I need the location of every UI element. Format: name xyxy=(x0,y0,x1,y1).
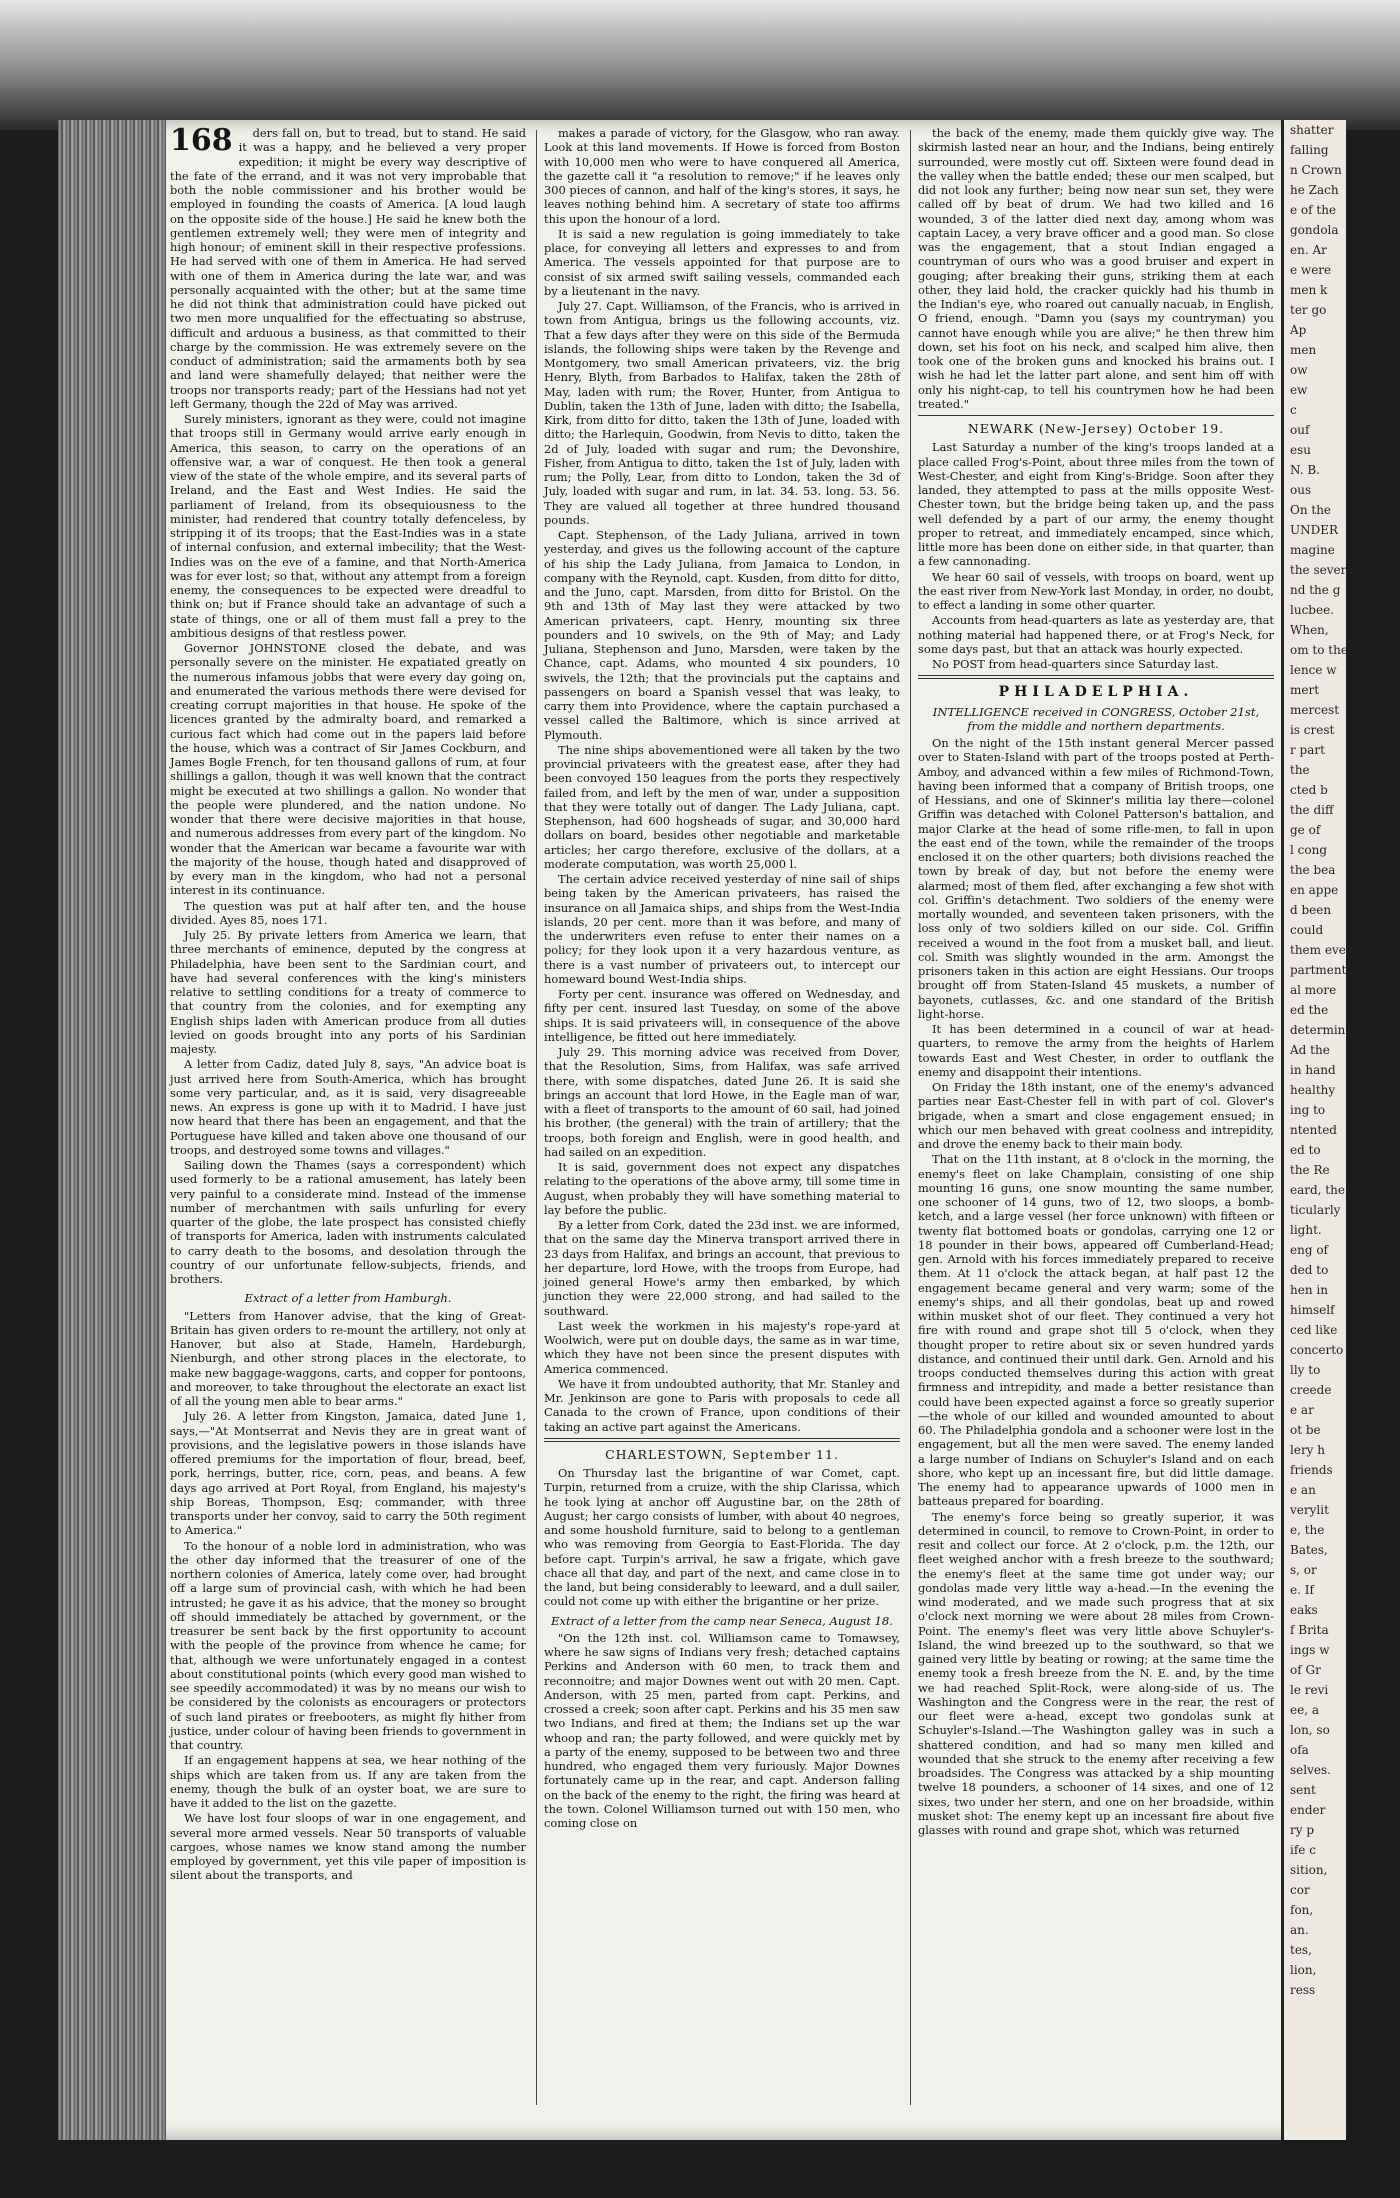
philadelphia-heading: PHILADELPHIA. xyxy=(998,684,1194,701)
fragment-line: men k xyxy=(1290,283,1328,297)
fragment-line: mercest xyxy=(1290,703,1340,717)
article-paragraph: It has been determined in a council of war at head-quarters, to remove the army from the heights of Harlem towards East and West Chester, in order to outflank the enemy and disappoint their intentions. xyxy=(918,1022,1274,1079)
fragment-line: ow xyxy=(1290,363,1308,377)
fragment-line: he Zach xyxy=(1290,183,1339,197)
fragment-line: men xyxy=(1290,343,1317,357)
fragment-line: fon, xyxy=(1290,1903,1314,1917)
article-paragraph: July 25. By private letters from America we learn, that three merchants of eminence, deputed by the congress at Philadelphia, have been sent to the Sardinian court, and have had several conferences with the king's ministers relative to settling conditions for a treaty of commerce to that country from the colonies, and for exempting any English ships laden with American produce from all duties levied on goods brought into any ports of his Sardinian majesty. xyxy=(170,928,526,1056)
fragment-line: of Gr xyxy=(1290,1663,1321,1677)
fragment-line: Bates, xyxy=(1290,1543,1328,1557)
article-paragraph: No POST from head-quarters since Saturday last. xyxy=(932,657,1219,671)
article-paragraph: We hear 60 sail of vessels, with troops on board, went up the east river from New-York last Monday, in order, no doubt, to effect a landing in some other quarter. xyxy=(918,569,1274,612)
hamburgh-extract-heading: Extract of a letter from Hamburgh. xyxy=(244,1291,452,1306)
fragment-line: e. If xyxy=(1290,1583,1314,1597)
fragment-line: l cong xyxy=(1290,843,1328,857)
fragment-line: concerto xyxy=(1290,1343,1344,1357)
fragment-line: eard, the xyxy=(1290,1183,1345,1197)
article-paragraph: If an engagement happens at sea, we hear nothing of the ships which are taken from us. If any are taken from the enemy, though the bulk of an oyster boat, we are sure to have it added to the list on the gazette. xyxy=(170,1753,526,1810)
fragment-line: ous xyxy=(1290,483,1312,497)
fragment-line: en appe xyxy=(1290,883,1339,897)
fragment-line: al more xyxy=(1290,983,1337,997)
fragment-line: could xyxy=(1290,923,1324,937)
newark-heading: NEWARK (New-Jersey) October 19. xyxy=(967,421,1225,436)
fragment-line: the severa xyxy=(1290,563,1354,577)
fragment-line: mert xyxy=(1290,683,1320,697)
article-paragraph: We have it from undoubted authority, that Mr. Stanley and Mr. Jenkinson are gone to Paris with proposals to cede all Canada to the crown of France, upon conditions of their taking an active part against the Americans. xyxy=(544,1376,900,1434)
article-paragraph: makes a parade of victory, for the Glasgow, who ran away. Look at this land movements. If Howe is forced from Boston with 10,000 men who were to have conquered all America, the gazette call it "a resolution to remove;" if he leaves only 300 pieces of cannon, and half of the king's stores, it says, he leaves nothing behind him. A secretary of state too affirms this upon the honour of a lord. xyxy=(544,126,900,226)
col3-body-2 xyxy=(918,440,1274,671)
article-paragraph: Last week the workmen in his majesty's rope-yard at Woolwich, were put on double days, the same as in war time, which they have not been since the present disputes with America commenced. xyxy=(544,1318,900,1376)
article-paragraph: The nine ships abovementioned were all taken by the two provincial privateers with the greatest ease, after they had been convoyed 150 leagues from the ports they respectively failed from, and left by the men of war, under a supposition that they were totally out of danger. The Lady Juliana, capt. Stephenson, had 600 hogsheads of sugar, and 30,000 hard dollars on board, besides other negotiable and marketable articles; her cargo therefore, exclusive of the dollars, at a moderate computation, was worth 25,000 l. xyxy=(544,742,900,871)
fragment-line: ew xyxy=(1290,383,1308,397)
fragment-line: them eve xyxy=(1290,943,1346,957)
fragment-line: lence w xyxy=(1290,663,1337,677)
fragment-line: light. xyxy=(1290,1223,1322,1237)
fragment-line: When, xyxy=(1290,623,1329,637)
article-paragraph: The certain advice received yesterday of nine sail of ships being taken by the American privateers, has raised the insurance on all Jamaica ships, and ships from the West-India islands, 20 per cent. more than it was before, and many of the underwriters even refuse to enter their names on a policy; for they look upon it a very hazardous venture, as there is a vast number of privateers out, to intercept our homeward bound West-India ships. xyxy=(544,872,900,986)
fragment-line: tes, xyxy=(1290,1943,1312,1957)
column-three xyxy=(918,126,1274,2116)
article-paragraph: "Letters from Hanover advise, that the king of Great-Britain has given orders to re-mount the artillery, not only at Hanover, but also at Stade, Hameln, Hardeburgh, Nienburgh, and other strong places in the electorate, to make new baggage-waggons, carts, and copper for pontoons, and moreover, to take throughout the electorate an exact list of all the young men able to bear arms." xyxy=(170,1308,526,1408)
article-paragraph: July 26. A letter from Kingston, Jamaica, dated June 1, says,—"At Montserrat and Nevis they are in great want of provisions, and the legislative powers in those islands have offered premiums for the importation of flour, bread, beef, pork, herrings, butter, rice, corn, peas, and beans. A few days ago arrived at Port Royal, from England, his majesty's ship Boreas, Thompson, Esq; commander, with three transports under her convoy, said to carry the 50th regiment to America." xyxy=(170,1409,526,1538)
article-paragraph: Governor JOHNSTONE closed the debate, and was personally severe on the minister. He expatiated greatly on the numerous infamous jobbs that were every day going on, and enumerated the various methods there were devised for creating corrupt majorities in that house. He spoke of the licences granted by the admiralty board, and remarked a curious fact which had come out in the papers laid before the house, which was a contract of Sir James Cockburn, and James Bogle French, for ten thousand gallons of rum, at four shillings a gallon, though it was well known that the contract might be executed at two shillings a gallon. No wonder that the people were plundered, and the nation undone. No wonder that there were decisive majorities in that house, and numerous addresses from every part of the kingdom. No wonder that the American war became a favourite war with the majority of the house, though hated and disapproved of by every man in the kingdom, who had not a personal interest in its continuance. xyxy=(170,641,526,898)
article-paragraph: We have lost four sloops of war in one engagement, and several more armed vessels. Near 50 transports of valuable cargoes, whose names we know stand among the number employed by government, yet this vile paper of imposition is silent about the transports, and xyxy=(170,1811,526,1883)
fragment-line: sition, xyxy=(1290,1863,1328,1877)
fragment-line: eaks xyxy=(1290,1603,1318,1617)
section-divider xyxy=(544,1438,900,1442)
scan-top-margin xyxy=(0,0,1400,130)
fragment-line: an. xyxy=(1290,1923,1309,1937)
fragment-line: partment xyxy=(1290,963,1347,977)
column-one xyxy=(170,123,526,2116)
seneca-extract-heading: Extract of a letter from the camp near Seneca, August 18. xyxy=(551,1613,893,1628)
article-paragraph: On the night of the 15th instant general Mercer passed over to Staten-Island with part of the troops posted at Perth-Amboy, and advanced within a few miles of Richmond-Town, having been informed that a company of British troops, one of Hessians, and one of Skinner's militia lay there—colonel Griffin was detached with Colonel Patterson's battalion, and major Clarke at the head of some rifle-men, to fall in upon the east end of the town, while the remainder of the troops enclosed it on the other quarters; both divisions reached the town by break of day, but not before the enemy were alarmed; most of them fled, after exchanging a few shot with col. Griffin's detachment. Two soldiers of the enemy were mortally wounded, and seventeen taken prisoners, with the loss only of two soldiers killed on our side. Col. Griffin received a wound in the foot from a musket ball, and lieut. col. Smith was slightly wounded in the arm. Amongst the prisoners taken in this action are eight Hessians. Our troops brought off from Staten-Island 45 muskets, a number of bayonets, cutlasses, &c. and one standard of the British light-horse. xyxy=(918,736,1274,1021)
fragment-line: verylit xyxy=(1290,1503,1329,1517)
col3-body-3 xyxy=(918,736,1274,1837)
fragment-line: eng of xyxy=(1290,1243,1328,1257)
fragment-line: ge of xyxy=(1290,823,1321,837)
newspaper-page xyxy=(58,120,1354,2140)
fragment-line: ed to xyxy=(1290,1143,1321,1157)
book-binding-edge xyxy=(58,120,166,2140)
article-paragraph: The enemy's force being so greatly superior, it was determined in council, to remove to Crown-Point, in order to resit and collect our force. At 2 o'clock, p.m. the 12th, our fleet weighed anchor with a fresh breeze to the southward; the enemy's fleet at the same time got under way; our gondolas made very little way a-head.—In the evening the wind moderated, and we made such progress that at six o'clock next morning we were about 28 miles from Crown-Point. The enemy's fleet was very little above Schuyler's-Island, the wind breezed up to the southward, so that we gained very little by beating or rowing; at the same time the enemy took a fresh breeze from the N. E. and, by the time we had reached Split-Rock, were along-side of us. The Washington and the Congress were in the rear, the rest of our fleet were a-head, except two gondolas sunk at Schuyler's-Island.—The Washington galley was in such a shattered condition, and had so many men killed and wounded that she struck to the enemy after receiving a few broadsides. The Congress was attacked by a ship mounting twelve 18 pounders, a schooner of 14 sixes, and one of 12 sixes, two under her stern, and one on her broadside, within musket shot: The enemy kept up an incessant fire about five glasses with round and grape shot, which was returned xyxy=(918,1509,1274,1837)
fragment-line: ter go xyxy=(1290,303,1327,317)
fragment-line: ticularly xyxy=(1290,1203,1341,1217)
fragment-line: nd the g xyxy=(1290,583,1341,597)
col2-body xyxy=(544,126,900,1434)
fragment-line: lery h xyxy=(1290,1443,1325,1457)
fragment-line: ender xyxy=(1290,1803,1326,1817)
article-paragraph: Forty per cent. insurance was offered on Wednesday, and fifty per cent. insured last Tuesday, on some of the above ships. It is said privateers will, in consequence of the above intelligence, be fitted out here immediately. xyxy=(544,987,900,1044)
fragment-line: c xyxy=(1290,403,1297,417)
article-paragraph: Sailing down the Thames (says a correspondent) which used formerly to be a rational amusement, has lately been very painful to a considerate mind. Instead of the immense number of merchantmen with sails unfurling for every quarter of the globe, the late prospect has consisted chiefly of transports for America, laden with instruments calculated to carry death to the bosoms, and desolation through the country of our unfortunate fellow-subjects, friends, and brothers. xyxy=(170,1158,526,1286)
fragment-line: sent xyxy=(1290,1783,1316,1797)
fragment-line: healthy xyxy=(1290,1083,1336,1097)
col3-body xyxy=(918,126,1274,411)
fragment-line: ded to xyxy=(1290,1263,1329,1277)
fragment-line: ot be xyxy=(1290,1423,1321,1437)
adjacent-page-fragment xyxy=(1281,120,1354,2140)
fragment-line: d been xyxy=(1290,903,1332,917)
article-paragraph: The question was put at half after ten, and the house divided. Ayes 85, noes 171. xyxy=(170,898,526,927)
fragment-line: e were xyxy=(1290,263,1332,277)
fragment-line: Ad the xyxy=(1290,1043,1330,1057)
article-paragraph: Capt. Stephenson, of the Lady Juliana, arrived in town yesterday, and gives us the following account of the capture of his ship the Lady Juliana, from Jamaica to London, in company with the Reynold, capt. Kusden, from ditto for ditto, and the Juno, capt. Marsden, from ditto for Bristol. On the 9th and 13th of May last they were attacked by two American privateers, capt. Henry, mounting six three pounders and 10 swivels, on the 9th of May; and Lady Juliana, Stephenson and Juno, Marsden, were taken by the Chance, capt. Adams, who mounted 4 six pounders, 10 swivels, the 12th; that the provincials put the captains and passengers on board a Spanish vessel that was leaky, to carry them into Providence, where the captain purchased a vessel called the Baltimore, which is since arrived at Plymouth. xyxy=(544,528,900,742)
fragment-line: ress xyxy=(1290,1983,1316,1997)
fragment-line: lon, so xyxy=(1290,1723,1330,1737)
fragment-line: esu xyxy=(1290,443,1311,457)
fragment-line: the bea xyxy=(1290,863,1336,877)
fragment-line: Ap xyxy=(1290,323,1307,337)
article-paragraph: It is said, government does not expect any dispatches relating to the operations of the above army, till some time in August, when probably they will have something material to lay before the public. xyxy=(544,1160,900,1217)
fragment-line: On the xyxy=(1290,503,1332,517)
article-paragraph: Last Saturday a number of the king's troops landed at a place called Frog's-Point, about three miles from the town of West-Chester, and eight from King's-Bridge. Soon after they landed, they attempted to pass at the mills opposite West-Chester town, but the bridge being taken up, and the pass well defended by a part of our army, the enemy thought proper to retreat, and immediately encamped, since which, little more has been done on either side, in that quarter, than a few cannonading. xyxy=(918,440,1274,569)
fragment-line: en. Ar xyxy=(1290,243,1327,257)
article-paragraph: July 29. This morning advice was received from Dover, that the Resolution, Sims, from Halifax, was safe arrived there, with some dispatches, dated June 26. It is said she brings an account that lord Howe, in the Eagle man of war, with a fleet of transports to the amount of 60 sail, had joined his brother, (the general) with the train of artillery; that the troops, both foreign and English, were in good health, and had sailed on an expedition. xyxy=(544,1045,900,1159)
fragment-line: ed the xyxy=(1290,1003,1329,1017)
fragment-line: the Re xyxy=(1290,1163,1330,1177)
charlestown-heading: CHARLESTOWN, September 11. xyxy=(605,1446,839,1462)
fragment-line: selves. xyxy=(1290,1763,1331,1777)
fragment-line: N. B. xyxy=(1290,463,1320,477)
fragment-line: ouf xyxy=(1290,423,1310,437)
fragment-line: determin xyxy=(1290,1023,1346,1037)
fragment-line: ofa xyxy=(1290,1743,1309,1757)
fragment-line: hen in xyxy=(1290,1283,1328,1297)
fragment-line: f Brita xyxy=(1290,1623,1329,1637)
col1-body xyxy=(170,123,526,1286)
col1-body-2 xyxy=(170,1309,526,1883)
article-paragraph: On Friday the 18th instant, one of the enemy's advanced parties near East-Chester fell in with part of col. Glover's brigade, when a smart and close engagement ensued; in which our men behaved with great coolness and intrepidity, and drove the enemy back to their main body. xyxy=(918,1080,1274,1151)
fragment-line: shatter xyxy=(1290,123,1334,137)
article-paragraph: A letter from Cadiz, dated July 8, says, "An advice boat is just arrived here from South-America, which has brought some very particular, and, as it is said, very disagreeable news. An express is gone up with it to Madrid. I have just now heard that there has been an engagement, and that the Portuguese have killed and taken above one thousand of our troops, and destroyed some towns and villages." xyxy=(170,1057,526,1157)
article-paragraph: ders fall on, but to tread, but to stand. He said it was a happy, and he believed a very proper expedition; it might be every way descriptive of the fate of the errand, and it was not very improbable that both the noble commissioner and his brother would be employed in founding the coasts of America. [A loud laugh on the opposite side of the house.] He said he knew both the gentlemen extremely well; they were men of integrity and high honour; of eminent skill in their respective professions. He had served with one of them in America. He had served with one of them in America during the late war, and was personally acquainted with the other; but at the same time he did not think that administration could have picked out two men more unqualified for the effectuating so abstruse, difficult and arduous a business, as that committed to their charge by the commission. He was extremely severe on the conduct of administration; said the armaments both by sea and land were shamefully delayed; that neither were the troops nor transports ready; part of the Hessians had not yet left Germany, though the 22d of May was arrived. xyxy=(170,126,526,411)
fragment-line: ings w xyxy=(1290,1643,1330,1657)
fragment-line: the xyxy=(1290,763,1310,777)
fragment-line: gondola xyxy=(1290,223,1339,237)
fragment-line: ced like xyxy=(1290,1323,1338,1337)
article-paragraph: By a letter from Cork, dated the 23d inst. we are informed, that on the same day the Minerva transport arrived there in 23 days from Halifax, and brings an account, that previous to her departure, lord Howe, with the troops from Europe, had joined general Howe's army then embarked, by which junction they were 22,000 strong, and had sailed to the southward. xyxy=(544,1218,900,1318)
fragment-line: cor xyxy=(1290,1883,1310,1897)
fragment-line: ife c xyxy=(1290,1843,1316,1857)
page-number: 168 xyxy=(170,123,233,158)
fragment-line: ing to xyxy=(1290,1103,1326,1117)
column-rule-right xyxy=(910,130,911,2105)
fragment-line: e of the xyxy=(1290,203,1337,217)
fragment-line: ry p xyxy=(1290,1823,1315,1837)
fragment-line: s, or xyxy=(1290,1563,1317,1577)
article-paragraph: "On the 12th inst. col. Williamson came to Tomawsey, where he saw signs of Indians very fresh; detached captains Perkins and Anderson with 60 men, to track them and reconnoitre; and major Downes went out with 20 men. Capt. Anderson, with 25 men, parted from capt. Perkins, and crossed a creek; soon after capt. Perkins and his 35 men saw two Indians, and fired at them; the Indians set up the war whoop and ran; the party followed, and were quickly met by a party of the enemy, supposed to be between two and three hundred, who engaged them very furiously. Major Downes fortunately came up in the rear, and capt. Anderson falling on the back of the enemy to the right, the firing was heard at the town. Colonel Williamson turned out with 150 men, who coming close on xyxy=(544,1630,900,1830)
fragment-line: r part xyxy=(1290,743,1325,757)
article-paragraph: the back of the enemy, made them quickly give way. The skirmish lasted near an hour, and the Indians, being entirely surrounded, were mostly cut off. Sixteen were found dead in the valley when the battle ended; these our men scalped, but did not look any further; being now near sun set, they were called off by beat of drum. We had two killed and 16 wounded, 3 of the latter died next day, among whom was captain Lacey, a very brave officer and a good man. So close was the engagement, that a stout Indian engaged a countryman of ours who was a good bruiser and expert in gouging; after breaking their guns, striking them at each other, they laid hold, the cracker quickly had his thumb in the Indian's eye, who roared out canually nacuab, in English, O friend, enough. "Damn you (says my countryman) you cannot have enough while you are alive;" he then threw him down, set his foot on his neck, and scalped him alive, then took one of the broken guns and knocked his brains out. I wish he had let the latter part alone, and sent him off with only his night-cap, to tell his countrymen how he had been treated." xyxy=(918,126,1274,411)
article-paragraph: That on the 11th instant, at 8 o'clock in the morning, the enemy's fleet on lake Champlain, consisting of one ship mounting 16 guns, one snow mounting the same number, one schooner of 14 guns, two of 12, two sloops, a bomb-ketch, and a large vessel (her force unknown) with fifteen or twenty flat bottomed boats or gondolas, carrying one 12 or 18 pounder in their bows, appeared off Cumberland-Head; gen. Arnold with his forces immediately prepared to receive them. At 11 o'clock the attack began, at half past 12 the engagement became general and very warm; some of the enemy's ships, and all their gondolas, beat up and rowed within musket shot of our fleet. They continued a very hot fire with round and grape shot till 5 o'clock, when they thought proper to retire about six or seven hundred yards distance, and continued their until dark. Gen. Arnold and his troops conducted themselves during this action with great firmness and intrepidity, and made a better resistance than could have been expected against a force so greatly superior—the whole of our killed and wounded amounted to about 60. The Philadelphia gondola and a schooner were lost in the engagement, but all the men were saved. The enemy landed a large number of Indians on Schuyler's Island and on each shore, who kept up an incessant fire, but did little damage. The enemy had to appearance upwards of 1000 men in batteaus prepared for boarding. xyxy=(918,1152,1274,1509)
fragment-line: lucbee. xyxy=(1290,603,1334,617)
fragment-line: friends xyxy=(1290,1463,1333,1477)
fragment-line: lly to xyxy=(1290,1363,1321,1377)
intelligence-heading: INTELLIGENCE received in CONGRESS, October 21st, from the middle and northern departments. xyxy=(932,704,1260,733)
fragment-line: om to the xyxy=(1290,643,1348,657)
article-paragraph: July 27. Capt. Williamson, of the Francis, who is arrived in town from Antigua, brings us the following accounts, viz. That a few days after they were on this side of the Bermuda islands, the following ships were taken by the Revenge and Montgomery, two small American privateers, viz. the brig Henry, Blyth, from Barbados to Halifax, taken the 28th of May, laden with rum; the Rover, Hunter, from Antigua to Dublin, taken the 13th of June, laden with ditto; the Isabella, Kirk, from ditto for ditto, taken the 13th of June, loaded with ditto; the Harlequin, Goodwin, from Nevis to ditto, taken the 2d of July, loaded with sugar and rum; the Devonshire, Fisher, from Antigua to ditto, taken the 1st of July, laden with rum; the Polly, Lear, from ditto to London, taken the 3d of July, loaded with sugar and rum, in lat. 34. 53. long. 53. 56. They are valued all together at three hundred thousand pounds. xyxy=(544,299,900,527)
section-divider xyxy=(918,415,1274,416)
fragment-line: le revi xyxy=(1290,1683,1329,1697)
fragment-line: creede xyxy=(1290,1383,1332,1397)
article-paragraph: Accounts from head-quarters as late as yesterday are, that nothing material had happened there, or at Frog's Neck, for some days past, but that an attack was hourly expected. xyxy=(918,613,1274,656)
fragment-line: e an xyxy=(1290,1483,1316,1497)
fragment-line: e, the xyxy=(1290,1523,1325,1537)
fragment-line: e ar xyxy=(1290,1403,1314,1417)
col2-body-2 xyxy=(544,1466,900,1609)
fragment-line: falling xyxy=(1290,143,1329,157)
fragment-line: himself xyxy=(1290,1303,1335,1317)
article-paragraph: To the honour of a noble lord in administration, who was the other day informed that the treasurer of one of the northern colonies of America, lately come over, had brought off a large sum of provincial cash, with which he had been intrusted; he gave it as his advice, that the money so brought off should immediately be attached by government, or the treasurer be sent back by the first opportunity to account with the people of the province from whence he came; for that, although we were unfortunately engaged in a contest about constitutional points (which every good man wished to see speedily accommodated) it was by no means our wish to be considered by the colonists as encouragers or protectors of such land pirates or freebooters, as might fly hither from justice, under colour of having been friends to government in that country. xyxy=(170,1538,526,1752)
fragment-line: UNDER xyxy=(1290,523,1339,537)
article-paragraph: It is said a new regulation is going immediately to take place, for conveying all letters and expresses to and from America. The vessels appointed for that purpose are to consist of six armed swift sailing vessels, commanded each by a lieutenant in the navy. xyxy=(544,226,900,298)
col2-body-3 xyxy=(544,1631,900,1831)
fragment-line: magine xyxy=(1290,543,1335,557)
fragment-line: in hand xyxy=(1290,1063,1336,1077)
fragment-line: ntented xyxy=(1290,1123,1337,1137)
article-paragraph: On Thursday last the brigantine of war Comet, capt. Turpin, returned from a cruize, with the ship Clarissa, which he took lying at anchor off Augustine bar, on the 28th of August; her cargo consists of lumber, with about 40 negroes, and some houshold furniture, said to belong to a gentleman who was removing from Georgia to East-Florida. The day before capt. Turpin's arrival, he saw a frigate, which gave chace all that day, and part of the next, and came close in to the land, but being considerably to leeward, and a dull sailer, could not come up with either the brigantine or her prize. xyxy=(544,1466,900,1609)
fragment-line: n Crown xyxy=(1290,163,1342,177)
column-rule-left xyxy=(536,130,537,2105)
fragment-line: cted b xyxy=(1290,783,1328,797)
fragment-line: ee, a xyxy=(1290,1703,1319,1717)
column-two xyxy=(544,126,900,2116)
fragment-line: lion, xyxy=(1290,1963,1317,1977)
article-paragraph: Surely ministers, ignorant as they were, could not imagine that troops still in Germany would arrive early enough in America, this season, to carry on the operations of an offensive war, a war of conquest. He then took a general view of the state of the whole empire, and its several parts of Ireland, and the East and West Indies. He said the parliament of Ireland, from its obsequiousness to the minister, had rendered that country totally defenceless, by stripping it of its troops; that the East-Indies was in a state of internal confusion, and external imbecility; that the West-Indies was on the eve of a famine, and that North-America was for ever lost; so that, without any attempt from a foreign enemy, the consequences to be expected were dreadful to think on; but if France should take an advantage of such a state of things, one or all of them must fall a prey to the ambitious designs of that restless power. xyxy=(170,412,526,640)
fragment-line: is crest xyxy=(1290,723,1335,737)
fragment-line: the diff xyxy=(1290,803,1334,817)
section-divider xyxy=(918,675,1274,679)
